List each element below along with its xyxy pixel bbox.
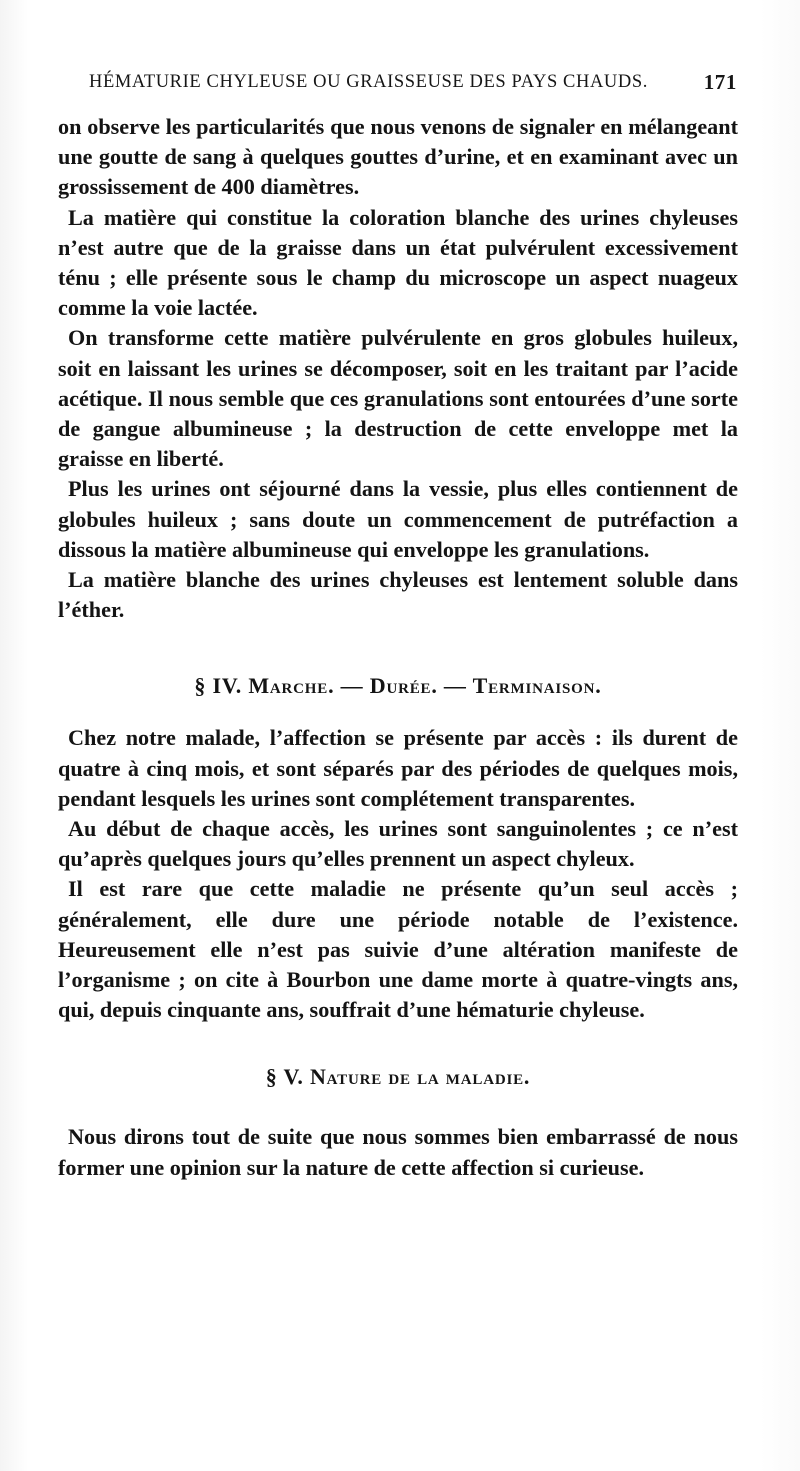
section-heading-v <box>58 1062 738 1092</box>
section-title: Marche. — Durée. — Terminaison. <box>248 673 602 699</box>
paragraph: La matière qui constitue la coloration blanche des urines chyleuses n’est autre que de la graisse dans un état pulvérulent excessivement ténu ; elle présente sous le champ du microscope un aspect nuageux comme la voie lactée. <box>58 204 738 321</box>
paragraph: Nous dirons tout de suite que nous sommes bien embarrassé de nous former une opinion sur la nature de cette affection si curieuse. <box>58 1124 738 1180</box>
section-mark: § V. <box>265 1064 304 1090</box>
paragraph: Chez notre malade, l’affection se présente par accès : ils durent de quatre à cinq mois, et sont séparés par des périodes de quelques mois, pendant lesquels les urines sont complétement transparentes. <box>58 725 738 811</box>
section-mark: § IV. <box>194 673 243 699</box>
page-number: 171 <box>703 70 737 94</box>
paragraph: On transforme cette matière pulvérulente en gros globules huileux, soit en laissant les urines se décomposer, soit en les traitant par l’acide acétique. Il nous semble que ces granulations sont entourées d’une sorte de gangue albumineuse ; la destruction de cette enveloppe met la graisse en liberté. <box>58 325 738 472</box>
paragraph: Il est rare que cette maladie ne présente qu’un seul accès ; généralement, elle dure une période notable de l’existence. Heureusement elle n’est pas suivie d’une altération manifeste de l’organisme ; on cite à Bourbon une dame morte à quatre-vingts ans, qui, depuis cinquante ans, souffrait d’une hématurie chyleuse. <box>58 876 738 1023</box>
paragraph: Au début de chaque accès, les urines sont sanguinolentes ; ce n’est qu’après quelques jours qu’elles prennent un aspect chyleux. <box>58 816 738 872</box>
body-text <box>58 112 738 1183</box>
paragraph: on observe les particularités que nous venons de signaler en mélangeant une goutte de sang à quelques gouttes d’urine, et en examinant avec un grossissement de 400 diamètres. <box>58 114 738 200</box>
paragraph: La matière blanche des urines chyleuses est lentement soluble dans l’éther. <box>58 567 738 623</box>
paragraph: Plus les urines ont séjourné dans la vessie, plus elles contiennent de globules huileux ; sans doute un commencement de putréfaction a dissous la matière albumineuse qui enveloppe les granulations. <box>58 476 738 562</box>
running-title: HÉMATURIE CHYLEUSE OU GRAISSEUSE DES PAYS CHAUDS. <box>89 72 648 92</box>
running-header <box>89 72 737 104</box>
section-heading-iv <box>58 671 738 701</box>
section-title: Nature de la maladie. <box>309 1064 531 1090</box>
